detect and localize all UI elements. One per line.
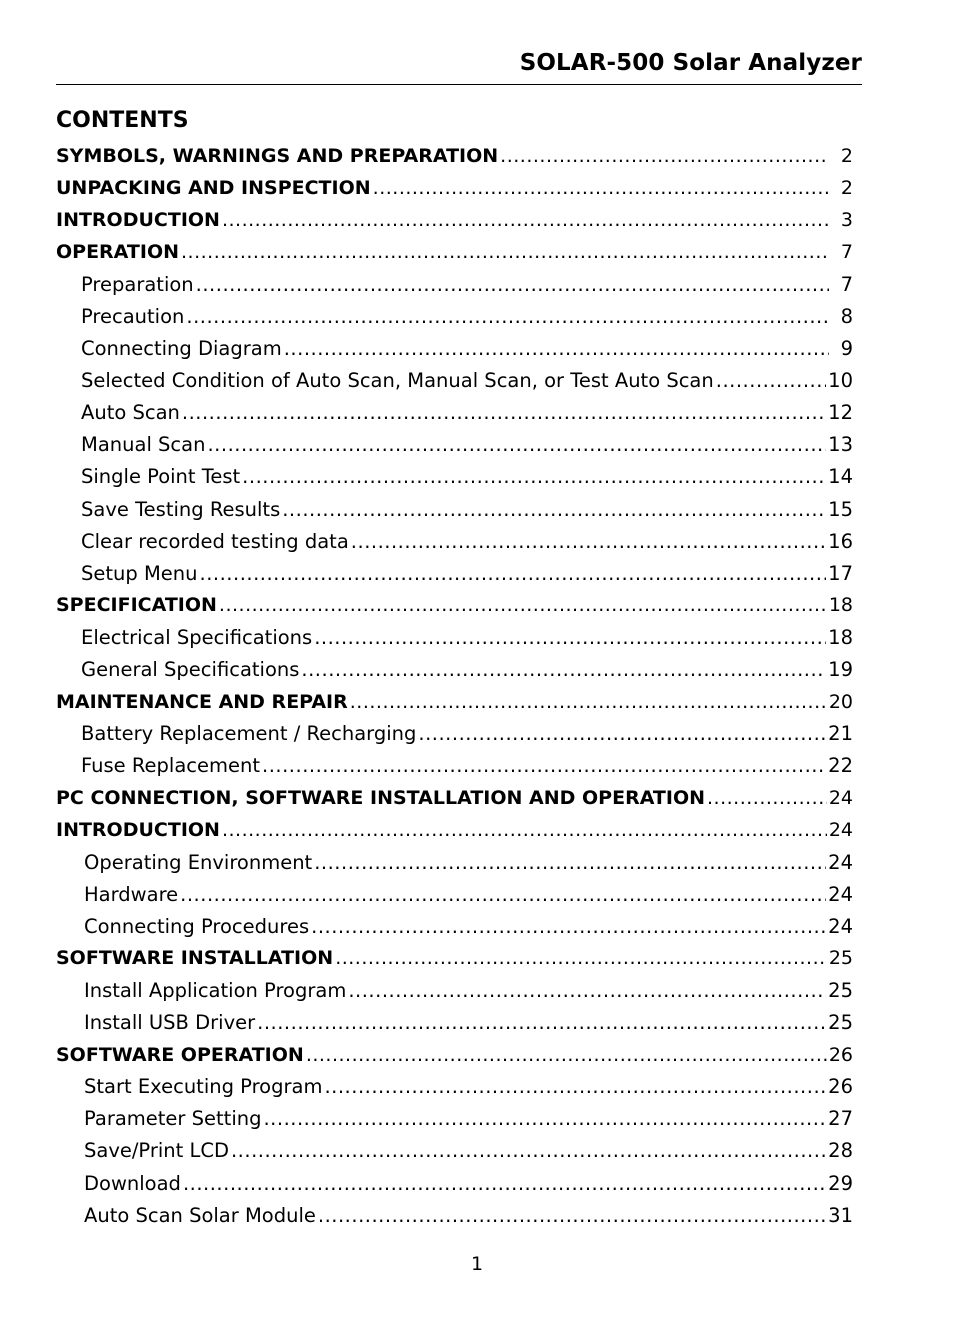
toc-entry[interactable] [56,846,853,878]
toc-dot-leader [180,883,826,906]
toc-entry-page: 19 [828,658,853,682]
toc-entry-page: 24 [828,819,853,842]
toc-entry[interactable] [56,1135,853,1167]
toc-dot-leader [716,369,826,392]
toc-entry-page: 24 [828,850,853,874]
toc-entry-page: 26 [828,1075,853,1099]
toc-entry-label: Save Testing Results [81,497,281,521]
toc-entry[interactable] [56,333,853,365]
toc-entry-page: 12 [828,401,853,425]
toc-entry-label: Parameter Setting [84,1107,262,1131]
toc-entry-page: 18 [828,625,853,649]
toc-entry-label: Install Application Program [84,978,347,1002]
toc-dot-leader [282,498,826,521]
toc-entry-label: Electrical Specifications [81,625,313,649]
toc-entry-label: SOFTWARE OPERATION [56,1043,304,1066]
toc-entry-label: Battery Replacement / Recharging [81,722,417,746]
toc-dot-leader [318,1204,826,1227]
toc-dot-leader [183,1172,826,1195]
toc-entry[interactable] [56,172,853,204]
toc-entry-label: Preparation [81,272,194,296]
toc-dot-leader [314,626,826,649]
toc-entry[interactable] [56,557,853,589]
toc-entry[interactable] [56,1039,853,1071]
toc-entry-page: 24 [828,882,853,906]
document-title: SOLAR-500 Solar Analyzer [519,50,862,76]
toc-dot-leader [324,1075,826,1098]
contents-heading: CONTENTS [56,108,189,133]
toc-dot-leader [311,915,826,938]
toc-entry-page: 10 [828,369,853,393]
toc-entry-label: INTRODUCTION [56,819,220,842]
toc-entry[interactable] [56,750,853,782]
toc-dot-leader [262,754,826,777]
toc-dot-leader [373,177,829,199]
toc-dot-leader [418,722,826,745]
toc-entry-page: 13 [828,433,853,457]
toc-entry-page: 24 [828,914,853,938]
toc-entry-page: 25 [828,947,853,970]
toc-entry-page: 28 [828,1139,853,1163]
toc-entry-label: SOFTWARE INSTALLATION [56,947,334,970]
toc-entry-page: 26 [828,1043,853,1066]
toc-entry-label: Save/Print LCD [84,1139,229,1163]
toc-entry-label: OPERATION [56,241,179,264]
toc-entry-page: 25 [828,978,853,1002]
toc-dot-leader [231,1139,826,1162]
toc-dot-leader [314,851,826,874]
toc-dot-leader [350,691,827,713]
toc-entry[interactable] [56,589,853,621]
toc-dot-leader [219,594,827,616]
toc-entry-label: Fuse Replacement [81,754,260,778]
toc-entry-label: Single Point Test [81,465,241,489]
toc-entry-page: 18 [828,594,853,617]
toc-entry-label: Install USB Driver [84,1011,256,1035]
toc-entry-page: 25 [828,1011,853,1035]
toc-entry-page: 15 [828,497,853,521]
toc-entry-page: 27 [828,1107,853,1131]
toc-dot-leader [500,145,829,167]
toc-dot-leader [257,1011,826,1034]
toc-entry[interactable] [56,814,853,846]
toc-dot-leader [222,819,827,841]
toc-entry[interactable] [56,686,853,718]
toc-entry-label: Operating Environment [84,850,313,874]
toc-entry[interactable] [56,1007,853,1039]
toc-dot-leader [263,1107,826,1130]
toc-entry[interactable] [56,525,853,557]
toc-dot-leader [707,787,827,809]
toc-entry-page: 16 [828,529,853,553]
toc-entry[interactable] [56,461,853,493]
toc-entry[interactable] [56,365,853,397]
toc-entry-label: Auto Scan [81,401,180,425]
toc-entry-page: 8 [840,305,853,329]
toc-entry-label: SPECIFICATION [56,594,217,617]
toc-dot-leader [207,433,826,456]
toc-entry[interactable] [56,1199,853,1231]
toc-entry[interactable] [56,140,853,172]
toc-entry-page: 2 [840,177,853,200]
toc-dot-leader [348,979,826,1002]
toc-dot-leader [186,305,829,328]
toc-entry-page: 9 [840,337,853,361]
toc-entry[interactable] [56,429,853,461]
toc-entry-label: Precaution [81,305,185,329]
toc-entry-label: Start Executing Program [84,1075,323,1099]
toc-entry-label: INTRODUCTION [56,209,220,232]
toc-entry-label: Manual Scan [81,433,206,457]
toc-entry[interactable] [56,236,853,268]
toc-entry-label: Connecting Procedures [84,914,310,938]
toc-entry-label: Selected Condition of Auto Scan, Manual Scan, or Test Auto Scan [81,369,714,393]
toc-entry[interactable] [56,718,853,750]
toc-dot-leader [181,241,829,263]
toc-entry[interactable] [56,910,853,942]
toc-entry-label: MAINTENANCE AND REPAIR [56,690,348,713]
toc-entry[interactable] [56,942,853,974]
toc-entry[interactable] [56,397,853,429]
toc-dot-leader [242,465,826,488]
toc-dot-leader [200,562,827,585]
toc-dot-leader [301,658,826,681]
toc-entry[interactable] [56,204,853,236]
toc-entry-page: 14 [828,465,853,489]
toc-entry-page: 17 [828,561,853,585]
toc-entry-label: SYMBOLS, WARNINGS AND PREPARATION [56,145,499,168]
toc-entry[interactable] [56,974,853,1006]
toc-entry[interactable] [56,621,853,653]
toc-entry[interactable] [56,1167,853,1199]
toc-entry[interactable] [56,1071,853,1103]
toc-entry-label: Download [84,1171,181,1195]
toc-entry[interactable] [56,493,853,525]
toc-entry-page: 31 [828,1203,853,1227]
table-of-contents [56,140,853,1231]
toc-entry-page: 7 [840,272,853,296]
toc-entry-page: 29 [828,1171,853,1195]
toc-entry-label: UNPACKING AND INSPECTION [56,177,371,200]
toc-entry-label: Setup Menu [81,561,198,585]
toc-entry-label: PC CONNECTION, SOFTWARE INSTALLATION AND OPERATION [56,786,706,809]
toc-entry-page: 3 [840,209,853,232]
toc-entry-page: 2 [840,145,853,168]
toc-dot-leader [351,530,826,553]
toc-entry-label: Hardware [84,882,179,906]
toc-entry-label: Clear recorded testing data [81,529,349,553]
toc-entry[interactable] [56,782,853,814]
toc-dot-leader [196,273,829,296]
toc-entry[interactable] [56,300,853,332]
toc-entry-page: 24 [828,786,853,809]
toc-entry-label: Auto Scan Solar Module [84,1203,316,1227]
toc-entry-page: 7 [840,241,853,264]
toc-dot-leader [284,337,829,360]
toc-dot-leader [222,209,829,231]
toc-entry[interactable] [56,268,853,300]
toc-entry[interactable] [56,654,853,686]
header-divider [56,84,862,85]
toc-entry-label: Connecting Diagram [81,337,282,361]
toc-entry[interactable] [56,878,853,910]
toc-entry-page: 21 [828,722,853,746]
toc-entry-page: 20 [828,690,853,713]
toc-entry[interactable] [56,1103,853,1135]
toc-dot-leader [306,1044,827,1066]
toc-entry-label: General Specifications [81,658,300,682]
page-number: 1 [470,1253,484,1275]
toc-dot-leader [335,947,827,969]
toc-entry-page: 22 [828,754,853,778]
toc-dot-leader [182,401,826,424]
